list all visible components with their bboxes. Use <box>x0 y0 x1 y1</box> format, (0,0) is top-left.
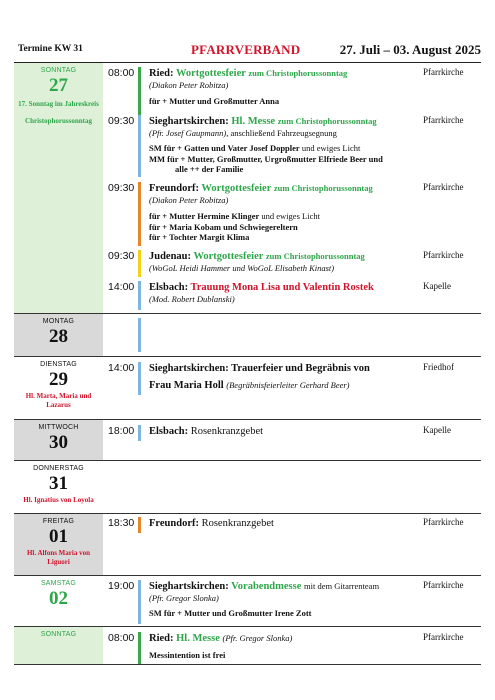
mass-intention: SM für + Mutter und Großmutter Irene Zott <box>149 608 312 618</box>
day-name: MONTAG <box>42 318 75 325</box>
event-time: 14:00 <box>108 362 135 374</box>
event-service: Wortgottesfeier <box>175 68 246 79</box>
event-color-bar <box>138 318 141 352</box>
event-celebrant: (Mod. Robert Dublanski) <box>149 294 235 304</box>
event-color-bar <box>138 250 141 277</box>
day-name: SONNTAG <box>40 631 77 638</box>
event-occasion: zum Christophorussonntag <box>265 251 365 261</box>
day-thursday-31 <box>14 461 103 513</box>
event-time: 14:00 <box>108 281 135 293</box>
event-color-bar <box>138 632 141 664</box>
event-time: 18:30 <box>108 517 135 529</box>
mass-intention: für + Mutter und Großmutter Anna <box>149 96 280 106</box>
day-name: DONNERSTAG <box>33 465 84 472</box>
day-sunday-03 <box>14 627 103 664</box>
event-celebrant: (Pfr. Gregor Slonka) <box>149 593 219 603</box>
mass-intention: für + Mutter Hermine Klinger <box>149 211 260 221</box>
day-name: MITTWOCH <box>38 424 79 431</box>
event-service: Hl. Messe <box>231 116 276 127</box>
event-occasion: mit dem Gitarrenteam <box>304 581 380 591</box>
event-occasion: zum Christophorussonntag <box>248 68 348 78</box>
event-service: Rosenkranzgebet <box>190 426 264 437</box>
event-celebrant: (Pfr. Josef Gaupmann) <box>149 128 227 138</box>
event-time: 08:00 <box>108 632 135 644</box>
event-title-line2: Frau Maria Holl <box>149 380 224 391</box>
event-service: Hl. Messe <box>176 633 220 644</box>
day-note: 17. Sonntag im Jahreskreis <box>18 100 99 108</box>
mass-intention-suffix: und ewiges Licht <box>299 143 361 153</box>
day-name: FREITAG <box>42 518 75 525</box>
mass-intention-suffix: und ewiges Licht <box>259 211 320 221</box>
event-place: Freundorf: <box>149 518 199 529</box>
event-place: Judenau: <box>149 251 192 262</box>
mass-intention: alle ++ der Familie <box>175 164 244 174</box>
day-number: 02 <box>49 588 68 609</box>
day-name: SONNTAG <box>40 67 77 74</box>
event-occasion: zum Christophorussonntag <box>277 116 377 126</box>
day-note: Hl. Ignatius von Loyola <box>23 496 94 504</box>
event-color-bar <box>138 182 141 246</box>
event-time: 19:00 <box>108 580 135 592</box>
day-tuesday-29 <box>14 357 103 419</box>
day-wednesday-30 <box>14 420 103 460</box>
mass-intention: für + Maria Kobam und Schwiegereltern <box>149 221 298 232</box>
event-celebrant-suffix: , anschließend Fahrzeugsegnung <box>226 128 337 138</box>
event-time: 09:30 <box>108 250 135 262</box>
day-saturday-02 <box>14 576 103 626</box>
event-location: Kapelle <box>423 281 451 291</box>
event-place: Freundorf: <box>149 183 199 194</box>
event-place: Sieghartskirchen: <box>149 581 229 592</box>
date-range: 27. Juli – 03. August 2025 <box>339 42 481 57</box>
event-color-bar <box>138 115 141 177</box>
event-location: Pfarrkirche <box>423 67 464 77</box>
event-celebrant: (Diakon Peter Robitza) <box>149 195 229 205</box>
event-occasion: zum Christophorussonntag <box>273 183 373 193</box>
event-time: 18:00 <box>108 425 135 437</box>
day-sunday-27 <box>14 63 103 313</box>
event-place: Elsbach: <box>149 426 189 437</box>
event-color-bar <box>138 362 141 395</box>
event-title: Sieghartskirchen: Trauerfeier und Begräbnis von <box>149 363 370 374</box>
event-location: Pfarrkirche <box>423 250 464 260</box>
day-monday-28 <box>14 314 103 356</box>
day-number: 01 <box>49 526 68 547</box>
event-celebrant: (Pfr. Gregor Slonka) <box>222 633 293 643</box>
event-location: Pfarrkirche <box>423 115 464 125</box>
event-color-bar <box>138 281 141 310</box>
event-color-bar <box>138 517 141 533</box>
day-note: Christophorussonntag <box>25 117 92 125</box>
event-place: Ried: <box>149 68 174 79</box>
event-celebrant: (Diakon Peter Robitza) <box>149 80 229 90</box>
event-place: Sieghartskirchen: <box>149 116 229 127</box>
divider <box>14 664 481 665</box>
mass-intention: SM für + Gatten und Vater Josef Doppler <box>149 143 300 153</box>
day-number: 31 <box>49 473 68 494</box>
event-service: Rosenkranzgebet <box>201 518 274 529</box>
event-location: Friedhof <box>423 362 454 372</box>
event-place: Elsbach: <box>149 282 189 293</box>
mass-intention: für + Tochter Margit Klima <box>149 232 250 242</box>
day-note: Hl. Marta, Maria und Lazarus <box>25 392 92 409</box>
event-service: Trauung Mona Lisa und Valentin Rostek <box>190 282 374 293</box>
event-place: Ried: <box>149 633 174 644</box>
event-location: Pfarrkirche <box>423 632 464 642</box>
event-service: Wortgottesfeier <box>201 183 272 194</box>
event-location: Pfarrkirche <box>423 517 464 527</box>
day-friday-01 <box>14 514 103 575</box>
event-location: Pfarrkirche <box>423 580 464 590</box>
mass-intention: Messintention ist frei <box>149 650 226 660</box>
event-celebrant: (WoGoL Heidi Hammer und WoGoL Elisabeth Kinast) <box>149 263 335 273</box>
event-time: 09:30 <box>108 182 135 194</box>
event-location: Kapelle <box>423 425 451 435</box>
page-header <box>18 42 481 60</box>
day-note: Hl. Alfons Maria von Liguori <box>26 549 90 566</box>
day-name: DIENSTAG <box>40 361 77 368</box>
page-title: PFARRVERBAND <box>191 42 301 57</box>
event-service: Wortgottesfeier <box>193 251 264 262</box>
event-color-bar <box>138 580 141 624</box>
day-name: SAMSTAG <box>40 580 77 587</box>
event-color-bar <box>138 425 141 441</box>
event-service: Vorabendmesse <box>231 581 302 592</box>
event-time: 08:00 <box>108 67 135 79</box>
day-number: 29 <box>49 369 68 390</box>
event-time: 09:30 <box>108 115 135 127</box>
event-celebrant: (Begräbnisfeierleiter Gerhard Beer) <box>226 380 350 390</box>
event-location: Pfarrkirche <box>423 182 464 192</box>
day-number: 30 <box>49 432 68 453</box>
day-number: 27 <box>49 75 68 96</box>
mass-intention: MM für + Mutter, Großmutter, Urgroßmutter Elfriede Beer und <box>149 153 383 164</box>
event-color-bar <box>138 67 141 115</box>
day-number: 28 <box>49 326 68 347</box>
week-label: Termine KW 31 <box>18 44 83 54</box>
